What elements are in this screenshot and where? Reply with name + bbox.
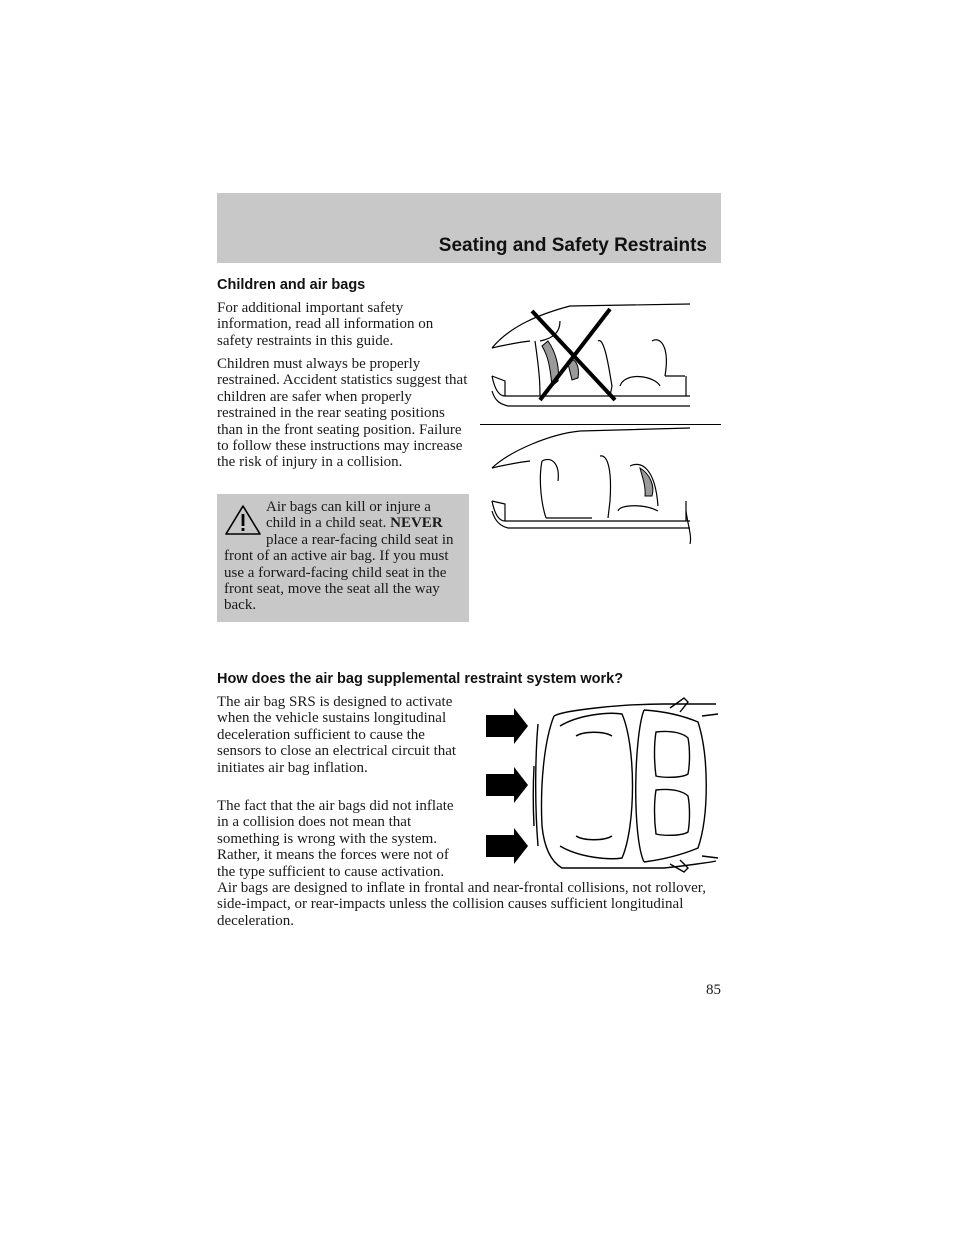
warning-text-line2: place a rear-facing child seat in front of an active air bag. If you must use a forward-facing child seat in the front seat, move the seat all the way back. [224,531,454,614]
impact-arrow-icon [486,828,528,864]
warning-never: NEVER [390,515,443,532]
impact-arrow-icon [486,767,528,803]
warning-text-line1: Air bags can kill or injure a child in a child seat. [266,499,431,532]
paragraph-children-restrained: Children must always be properly restrained. Accident statistics suggest that children are safer when properly restrained in the rear seating positions than in the front seating position. Failure to follow these instructions may increase the risk of injury in a collision. [217,356,468,471]
header-bar [217,193,721,263]
section-heading-children: Children and air bags [217,277,366,293]
page-title: Seating and Safety Restraints [438,235,707,256]
paragraph-airbag-inflation-text: The fact that the air bags did not inflate in a collision does not mean that something is wrong with the system. Rather, it means the forces were not of the type sufficient to cause activation. Air bags are designed to inflate in frontal and near-frontal collisions, not rollover, side-impact, or rear-impacts unless the collision causes sufficient longitudinal deceleration. [217,798,706,929]
paragraph-safety-info: For additional important safety information, read all information on safety restraints in this guide. [217,300,434,349]
warning-triangle-icon [224,503,262,537]
frontal-impact-illustration [484,696,720,874]
figure-divider [480,424,721,425]
paragraph-srs-design: The air bag SRS is designed to activate when the vehicle sustains longitudinal deceleration sufficient to cause the sensors to close an electrical circuit that initiates air bag inflation. [217,694,457,776]
impact-arrow-icon [486,708,528,744]
section-heading-airbag-srs: How does the air bag supplemental restraint system work? [217,671,624,687]
warning-box [217,494,469,622]
page-number: 85 [706,982,721,998]
